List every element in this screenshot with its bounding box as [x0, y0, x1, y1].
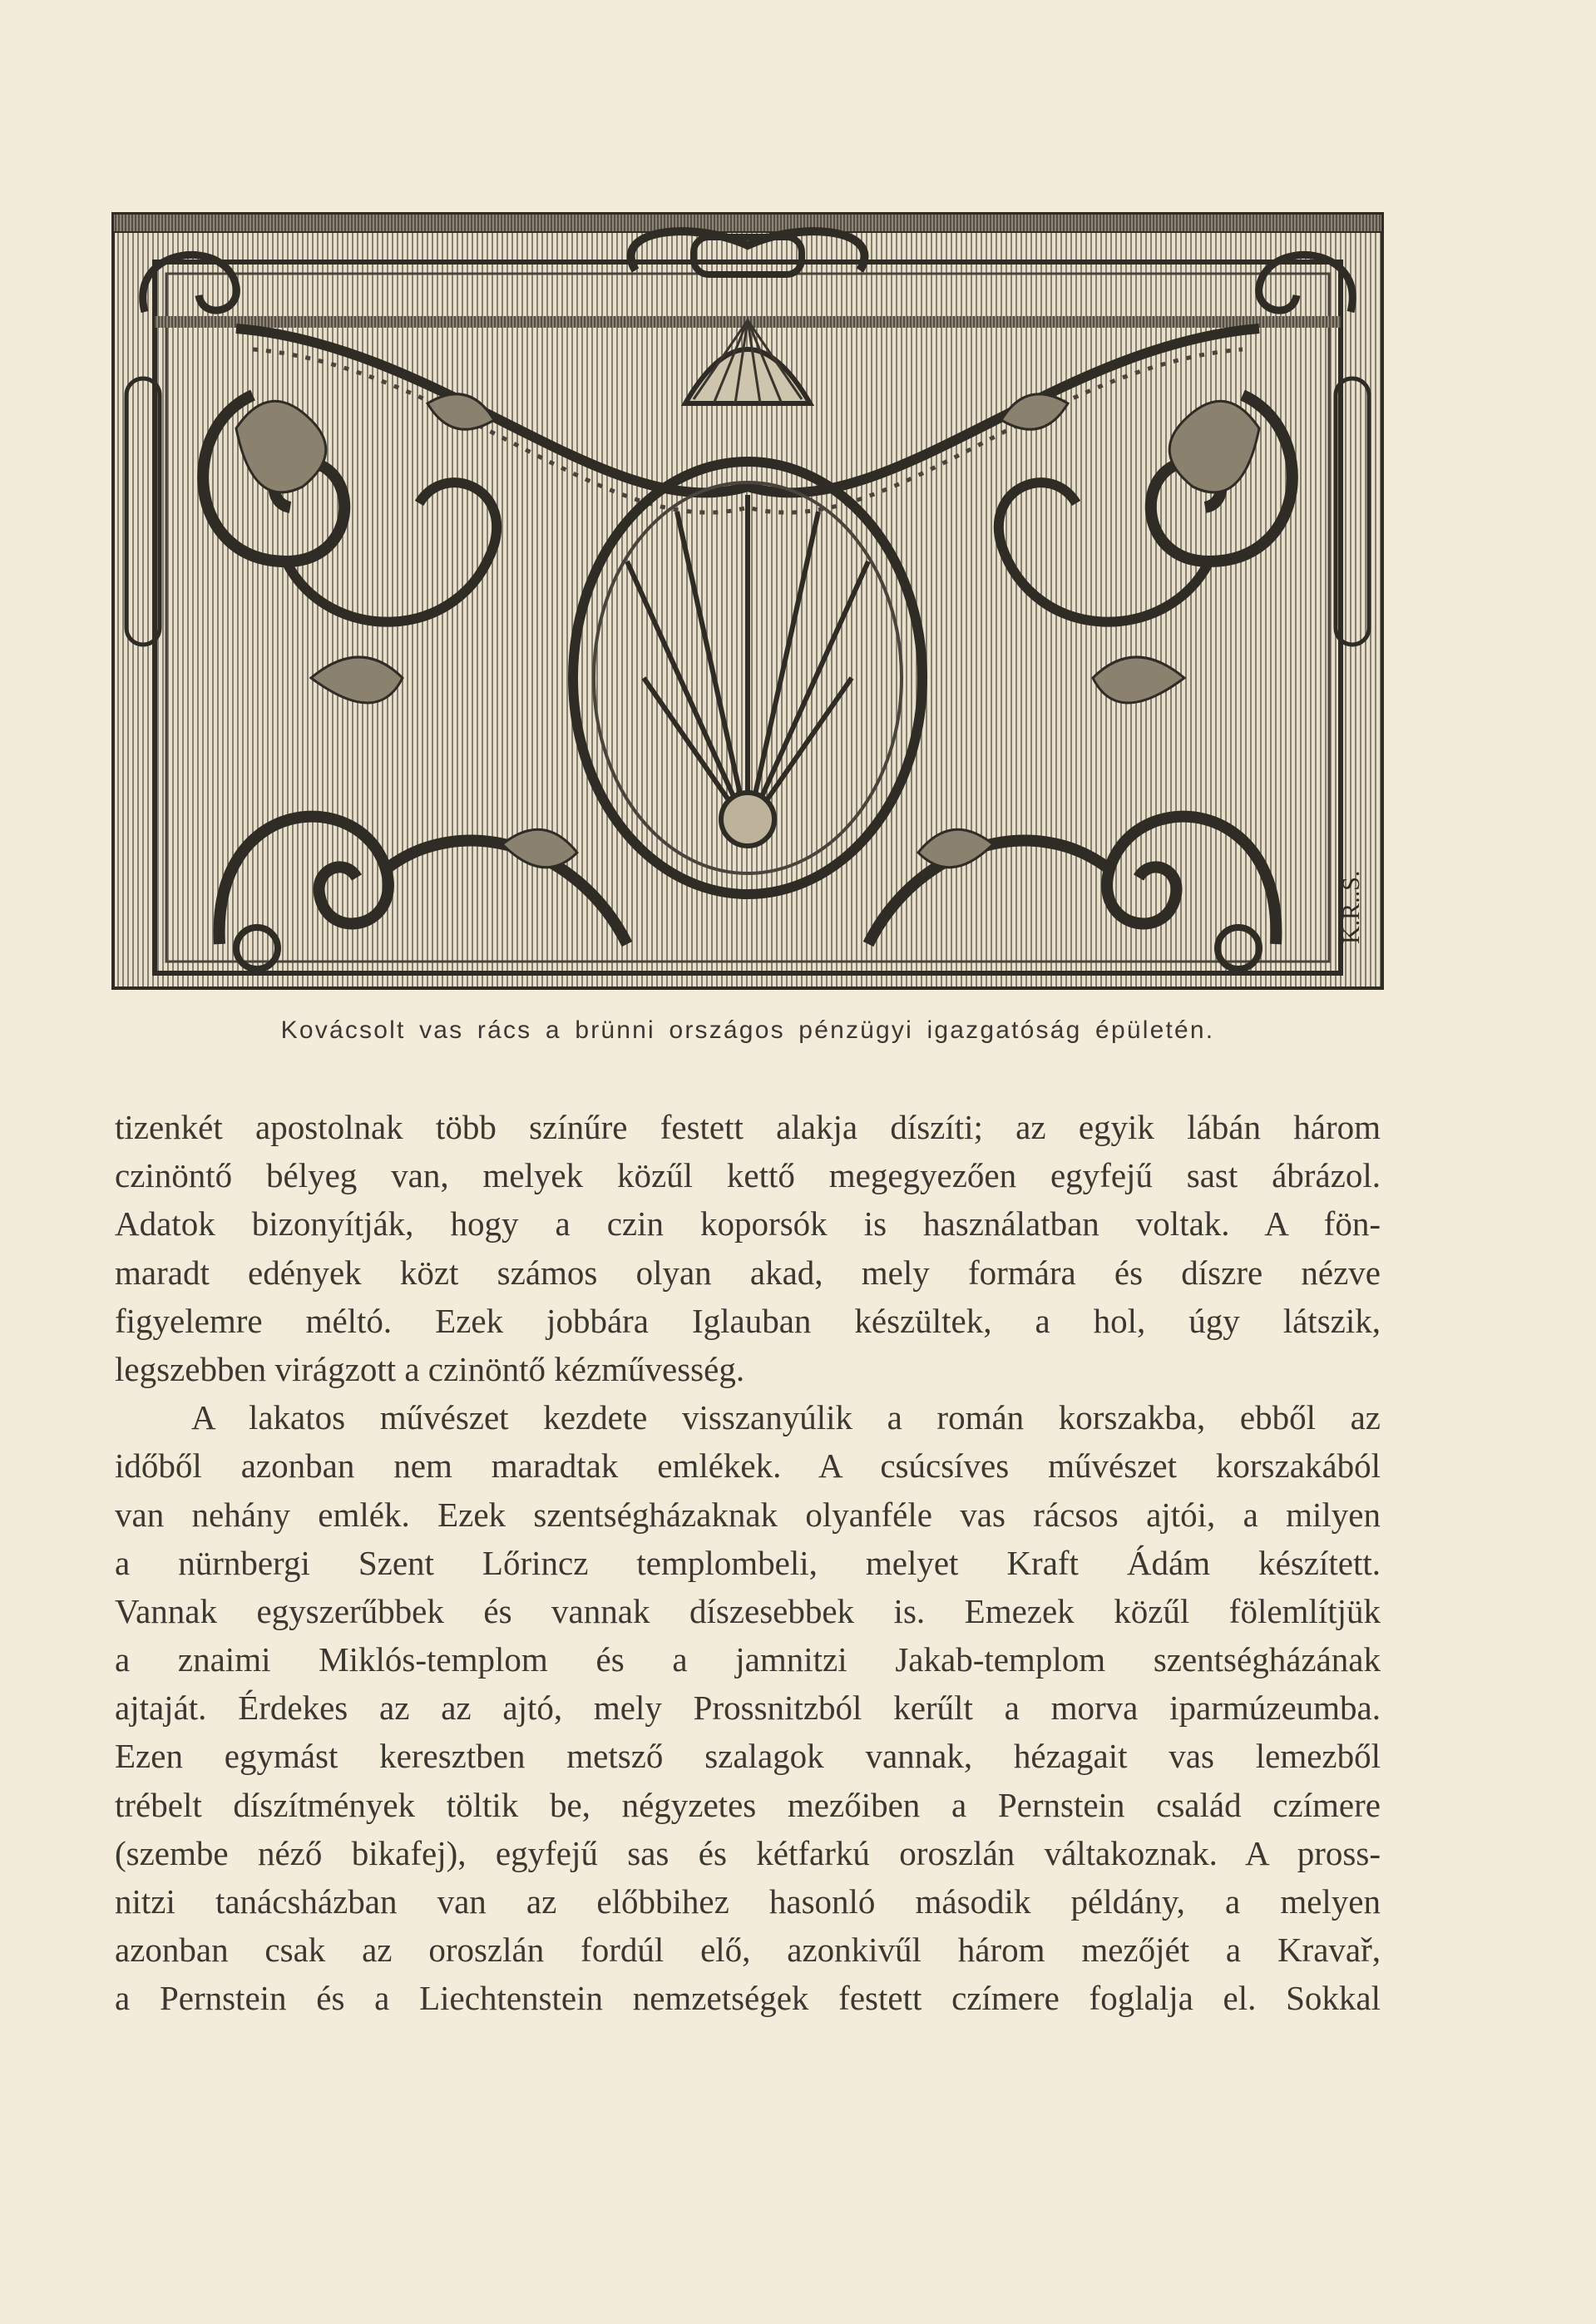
text-line: Vannak egyszerűbbek és vannak díszesebbek is. Emezek közűl fölemlítjük: [115, 1591, 1381, 1630]
text-line: van nehány emlék. Ezek szentségházaknak olyanféle vas rácsos ajtói, a milyen: [115, 1495, 1381, 1534]
wrought-iron-grille-illustration: [111, 212, 1384, 990]
text-line: időből azonban nem maradtak emlékek. A csúcsíves művészet korszakából: [115, 1446, 1381, 1486]
paragraph-2: [115, 1393, 1381, 2022]
text-line: Adatok bizonyítják, hogy a czin koporsók is használatban voltak. A fön-: [115, 1204, 1381, 1244]
figure-caption: Kovácsolt vas rács a brünni országos pénzügyi igazgatóság épületén.: [280, 1016, 1215, 1044]
text-line: ajtaját. Érdekes az az ajtó, mely Prossnitzból kerűlt a morva iparmúzeumba.: [115, 1689, 1381, 1728]
text-line: Ezen egymást keresztben metsző szalagok vannak, hézagait vas lemezből: [115, 1737, 1381, 1776]
text-line: trébelt díszítmények töltik be, négyzetes mezőiben a Pernstein család czímere: [115, 1785, 1381, 1824]
text-line: a znaimi Miklós-templom és a jamnitzi Jakab-templom szentségházának: [115, 1640, 1381, 1679]
paragraph-1: [115, 1103, 1381, 1393]
engraver-signature: K.R..S.: [1337, 870, 1365, 944]
text-line: a nürnbergi Szent Lőrincz templombeli, melyet Kraft Ádám készített.: [115, 1543, 1381, 1582]
body-text: [115, 1103, 1381, 2023]
text-line: a Pernstein és a Liechtenstein nemzetségek festett czímere foglalja el. Sokkal: [115, 1979, 1381, 2018]
text-line: maradt edények közt számos olyan akad, mely formára és díszre nézve: [115, 1253, 1381, 1292]
text-line: azonban csak az oroszlán fordúl elő, azonkivűl három mezőjét a Kravař,: [115, 1931, 1381, 1970]
text-line: czinöntő bélyeg van, melyek közűl kettő megegyezően egyfejű sast ábrázol.: [115, 1156, 1381, 1195]
text-line: legszebben virágzott a czinöntő kézművesség.: [115, 1349, 745, 1388]
text-line: figyelemre méltó. Ezek jobbára Iglauban készültek, a hol, úgy látszik,: [115, 1301, 1381, 1340]
text-line: nitzi tanácsházban van az előbbihez hasonló második példány, a melyen: [115, 1882, 1381, 1921]
grille-engraving: [111, 212, 1384, 990]
text-line: A lakatos művészet kezdete visszanyúlik a román korszakba, ebből az: [191, 1398, 1381, 1437]
text-line: tizenkét apostolnak több színűre festett alakja díszíti; az egyik lábán három: [115, 1108, 1381, 1146]
text-line: (szembe néző bikafej), egyfejű sas és kétfarkú oroszlán váltakoznak. A pross-: [115, 1833, 1381, 1872]
